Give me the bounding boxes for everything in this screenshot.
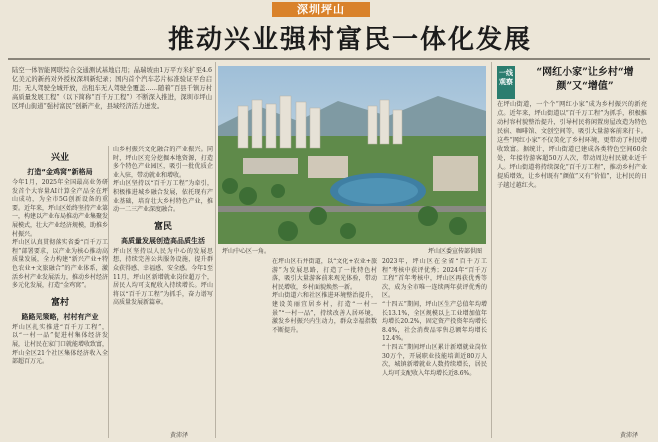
photo-illustration [218,66,486,244]
sidebar-body: 在坪山街道，一个个“网红小家”成为乡村振兴的新亮点。近年来，坪山街道以“百千万工程”为抓手，积极推动村容村貌整治提升，引导村民将闲置房屋改造为特色民宿、咖啡馆、文创空间等，吸引大量游客前来打卡。这些“网红小家”不仅美化了乡村环境，更带动了村民增收致富。据统计，坪山街道已建成各类特色空间60余处，年接待游客超50万人次，带动周边村民就业近千人。坪山街道将持续深化“百千万工程”，推动乡村产业提质增效，让乡村既有“颜值”又有“价值”，让村民的日子越过越红火。 [497,101,647,189]
body-paragraph: 坪山区坚持以人民为中心的发展思想，持续完善公共服务设施，提升群众获得感、幸福感、安全感。今年1至11月，坪山区新增就业岗位超万个，居民人均可支配收入持续增长。坪山将以“百千万工程”为抓手，奋力谱写高质量发展新篇章。 [113,247,213,307]
body-paragraph: 山乡村振兴文化融合的产业振兴。同时，坪山区充分挖掘本地资源，打造多个特色产业园区，吸引一批优质企业入驻，带动就业和增收。 [113,146,213,179]
section-heading: 富村 [50,297,69,308]
column-divider [491,62,492,438]
body-paragraph: 2023年，坪山区在全省“百千万工程”考核中获评优秀；2024年“百千万工程”首年考核中，坪山区再获优秀等次，成为全市唯一连续两年获评优秀的区。 [382,258,487,300]
column-4 [382,258,487,438]
section-subheading: 高质量发展创造高品质生活 [121,236,205,245]
section-heading: 富民 [153,221,172,232]
body-paragraph: 坪山区坚持以“百千万工程”为牵引，积极推进城乡融合发展，依托现有产业基础，培育壮大乡村特色产业，推动一二三产业深度融合。 [113,180,213,214]
body-paragraph: 在坪山区石井街道，以“文化+农业+旅游”为发展思路，打造了一批特色村落，吸引大量游客前来观光体验，带动村民增收，乡村面貌焕然一新。 [272,258,377,291]
body-paragraph: “十四五”期间坪山区累计新增就业岗位30万个，开展职业技能培训近80万人次，城镇新增就业人数持续增长，居民人均可支配收入年均增长近8.6%。 [382,343,487,377]
column-3 [272,258,377,438]
author-byline: 黄沛泽 [170,432,189,439]
photo-caption [218,246,486,255]
sidebar-headline: “网红小家”让乡村“增颜”又“增值” [536,67,634,92]
section-kicker: 深圳坪山 [272,2,370,17]
photo-credit: 坪山区委宣传部供图 [427,248,482,255]
body-paragraph: 坪山区认真贯彻落实省委“百千万工程”部署要求，以产业为核心推动高质量发展，全力构建“新兴产业+特色农业+文旅融合”的产业体系，激活乡村产业发展活力，推动乡村经济多元化发展，打造“金鸡窝”。 [12,239,108,290]
author-byline: 黄沛泽 [620,432,639,439]
column-2 [113,146,213,438]
lead-paragraph: 陆空一体智能网联综合交通测试基地启用；晶瑞坡由1万平方米扩至4.6亿美元的新药对外授权深圳新纪录；国内首个汽车芯片标准验证平台启用；无人驾驶全城开放，出租车无人驾驶全覆盖……随着“百县千镇万村高质量发展工程”（以下简称“百千万工程”）不断深入推进，深圳市坪山区坪山街道“强村富民”创新产业，县域经济活力迸发。 [12,67,212,110]
section-subheading: 路路见策略，村村有产业 [21,312,99,321]
section-subheading: 打造“金鸡窝”新格局 [27,168,93,176]
body-paragraph: “十四五”期间，坪山区生产总值年均增长13.1%，全区规模以上工业增加值年均增长20.2%，固定资产投资年均增长8.4%，社会消费品零售总额年均增长12.4%。 [382,300,487,343]
page-headline: 推动兴业强村富民一体化发展 [167,25,532,55]
section-heading: 兴业 [50,153,69,163]
aerial-city-photo [218,66,486,244]
column-1 [12,146,108,438]
body-paragraph: 坪山区扎实推进“百千万工程”，以“一村一品”促进村集体经济发展，让村民在家门口就能增收致富，坪山全区21个社区集体经济收入全部超百万元。 [12,323,108,366]
body-paragraph: 坪山街道六和社区推进环境整治提升，建设美丽宜居乡村，打造“一村一景”“一村一品”，持续改善人居环境，激发乡村振兴内生动力，群众幸福指数不断提升。 [272,292,377,334]
column-divider [108,146,109,438]
column-divider [215,62,216,438]
body-paragraph: 今年1月，2025年全国最高业务研发首个大容量AI计算全产品全在坪山成功，为全市5G创新设备的重要。近年来，坪山区始终坚持产业第一，构建以产业布局推动产业集聚发展模式，壮大产业经济规模，助推乡村振兴。 [12,179,108,238]
caption-text: 坪山中心区一角。 [222,248,271,255]
sidebar-tag: 一线观察 [497,66,515,99]
headline-rule [8,58,650,60]
